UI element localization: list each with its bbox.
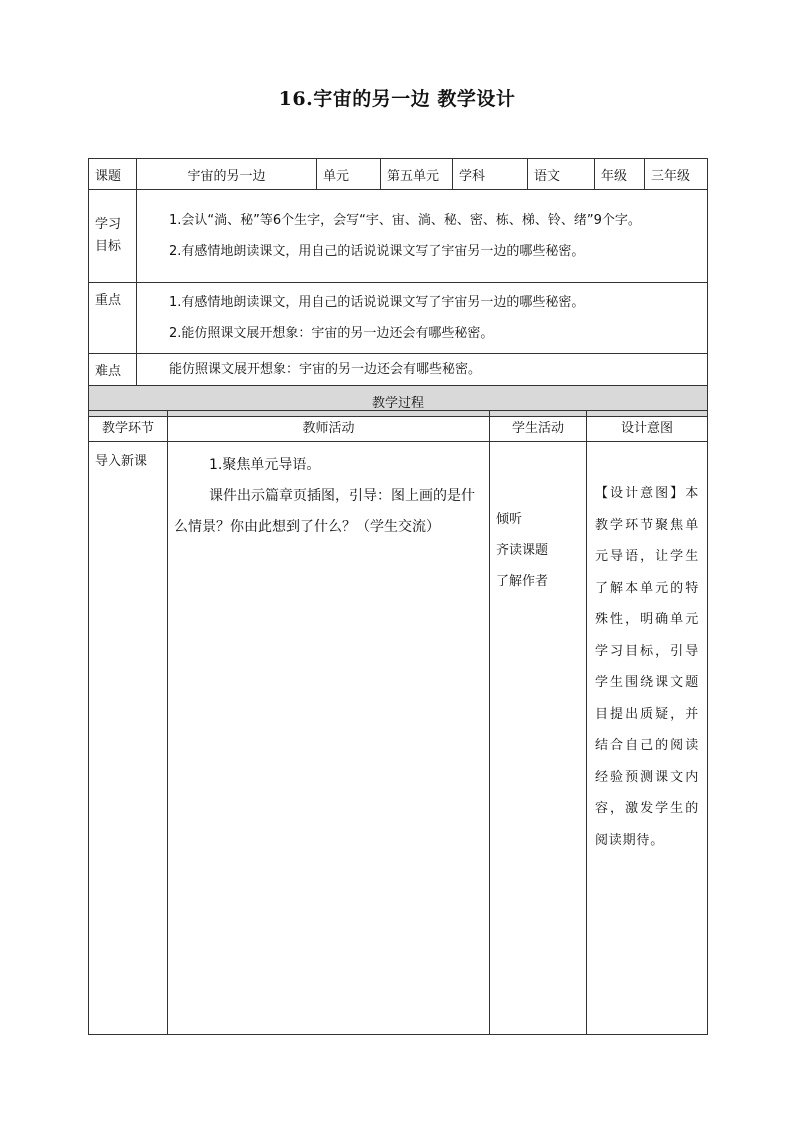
keypoint-item: 1.有感情地朗读课文，用自己的话说说课文写了宇宙另一边的哪些秘密。: [169, 295, 585, 310]
subject-value: 语文: [528, 159, 595, 190]
stage-cell: 导入新课: [89, 442, 168, 1035]
grade-label: 年级: [595, 159, 645, 190]
process-table: [88, 410, 708, 1035]
process-section-title: 教学过程: [89, 386, 708, 417]
info-row-keypoints: [89, 283, 708, 354]
info-row-difficulty: [89, 354, 708, 386]
teacher-activity-line: 课件出示篇章页插图，引导：图上画的是什么情景？你由此想到了什么？（学生交流）: [174, 488, 475, 535]
topic-value: 宇宙的另一边: [137, 159, 317, 190]
unit-label: 单元: [317, 159, 381, 190]
goals-label-line-2: 目标: [95, 239, 122, 254]
process-row: [89, 442, 708, 1035]
design-intent-cell: 【设计意图】本教学环节聚焦单元导语，让学生了解本单元的特殊性，明确单元学习目标，引导学生围绕课文题目提出质疑，并结合自己的阅读经验预测课文内容，激发学生的阅读期待。: [587, 442, 708, 1035]
teacher-activity-line: 1.聚焦单元导语。: [209, 457, 321, 473]
goals-label: [89, 190, 137, 283]
difficulty-label: 难点: [89, 354, 137, 386]
info-row-goals: [89, 190, 708, 283]
goals-content: [137, 190, 708, 283]
topic-label: 课题: [89, 159, 137, 190]
student-activity-item: 倾听: [496, 512, 523, 527]
goal-item: 2.有感情地朗读课文，用自己的话说说课文写了宇宙另一边的哪些秘密。: [169, 244, 585, 259]
subject-label: 学科: [453, 159, 528, 190]
teacher-activity-cell: [168, 442, 490, 1035]
goals-label-line-1: 学习: [95, 217, 122, 232]
header-intent: 设计意图: [587, 411, 708, 442]
keypoints-label: 重点: [89, 283, 137, 354]
unit-value: 第五单元: [381, 159, 453, 190]
difficulty-content: 能仿照课文展开想象：宇宙的另一边还会有哪些秘密。: [137, 354, 708, 386]
document-title: 16.宇宙的另一边 教学设计: [278, 88, 516, 110]
student-activity-item: 了解作者: [496, 574, 549, 589]
student-activity-cell: [490, 442, 587, 1035]
header-teacher: 教师活动: [168, 411, 490, 442]
keypoint-item: 2.能仿照课文展开想象：宇宙的另一边还会有哪些秘密。: [169, 326, 494, 341]
process-header-row: [89, 411, 708, 442]
keypoints-content: [137, 283, 708, 354]
grade-value: 三年级: [645, 159, 708, 190]
student-activity-item: 齐读课题: [496, 543, 549, 558]
info-row-topic: [89, 159, 708, 190]
info-table: [88, 158, 708, 417]
header-student: 学生活动: [490, 411, 587, 442]
goal-item: 1.会认“淌、秘”等6个生字，会写“宇、宙、淌、秘、密、栋、梯、铃、绪”9个字。: [169, 213, 641, 228]
header-stage: 教学环节: [89, 411, 168, 442]
